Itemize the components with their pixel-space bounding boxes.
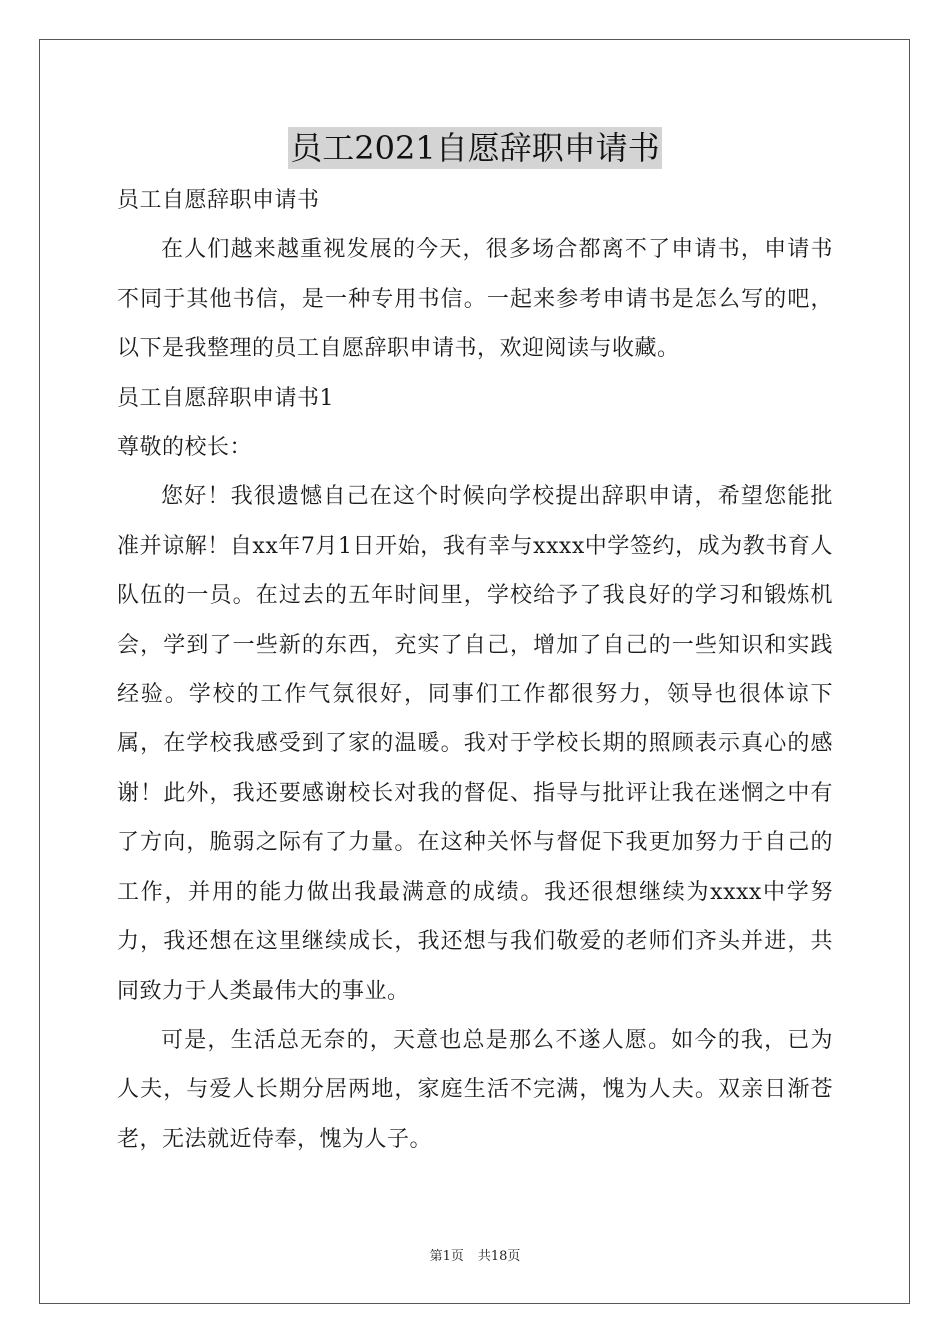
paragraph-section-title: 员工自愿辞职申请书1 (117, 385, 334, 411)
paragraph-heading: 员工自愿辞职申请书 (117, 188, 320, 213)
page-footer (0, 1248, 950, 1266)
document-body (117, 176, 833, 1164)
title-container (0, 127, 950, 169)
page-number: 第1页 (429, 1249, 464, 1264)
paragraph-body-1: 您好！我很遗憾自己在这个时候向学校提出辞职申请，希望您能批准并谅解！自xx年7月1日开始，我有幸与xxxx中学签约，成为教书育人队伍的一员。在过去的五年时间里，学校给予了我良好的学习和锻炼机会，学到了一些新的东西，充实了自己，增加了自己的一些知识和实践经验。学校的工作气氛很好，同事们工作都很努力，领导也很体谅下属，在学校我感受到了家的温暖。我对于学校长期的照顾表示真心的感谢！此外，我还要感谢校长对我的督促、指导与批评让我在迷惘之中有了方向，脆弱之际有了力量。在这种关怀与督促下我更加努力于自己的工作，并用的能力做出我最满意的成绩。我还很想继续为xxxx中学努力，我还想在这里继续成长，我还想与我们敬爱的老师们齐头并进，共同致力于人类最伟大的事业。 (117, 484, 833, 1004)
paragraph-salutation: 尊敬的校长： (117, 435, 253, 461)
paragraph-intro: 在人们越来越重视发展的今天，很多场合都离不了申请书，申请书不同于其他书信，是一种专用书信。一起来参考申请书是怎么写的吧，以下是我整理的员工自愿辞职申请书，欢迎阅读与收藏。 (117, 237, 833, 362)
paragraph-body-2: 可是，生活总无奈的，天意也总是那么不遂人愿。如今的我，已为人夫，与爱人长期分居两地，家庭生活不完满，愧为人夫。双亲日渐苍老，无法就近侍奉，愧为人子。 (117, 1027, 833, 1152)
page-total: 共18页 (477, 1249, 521, 1264)
document-title: 员工2021自愿辞职申请书 (290, 129, 660, 167)
